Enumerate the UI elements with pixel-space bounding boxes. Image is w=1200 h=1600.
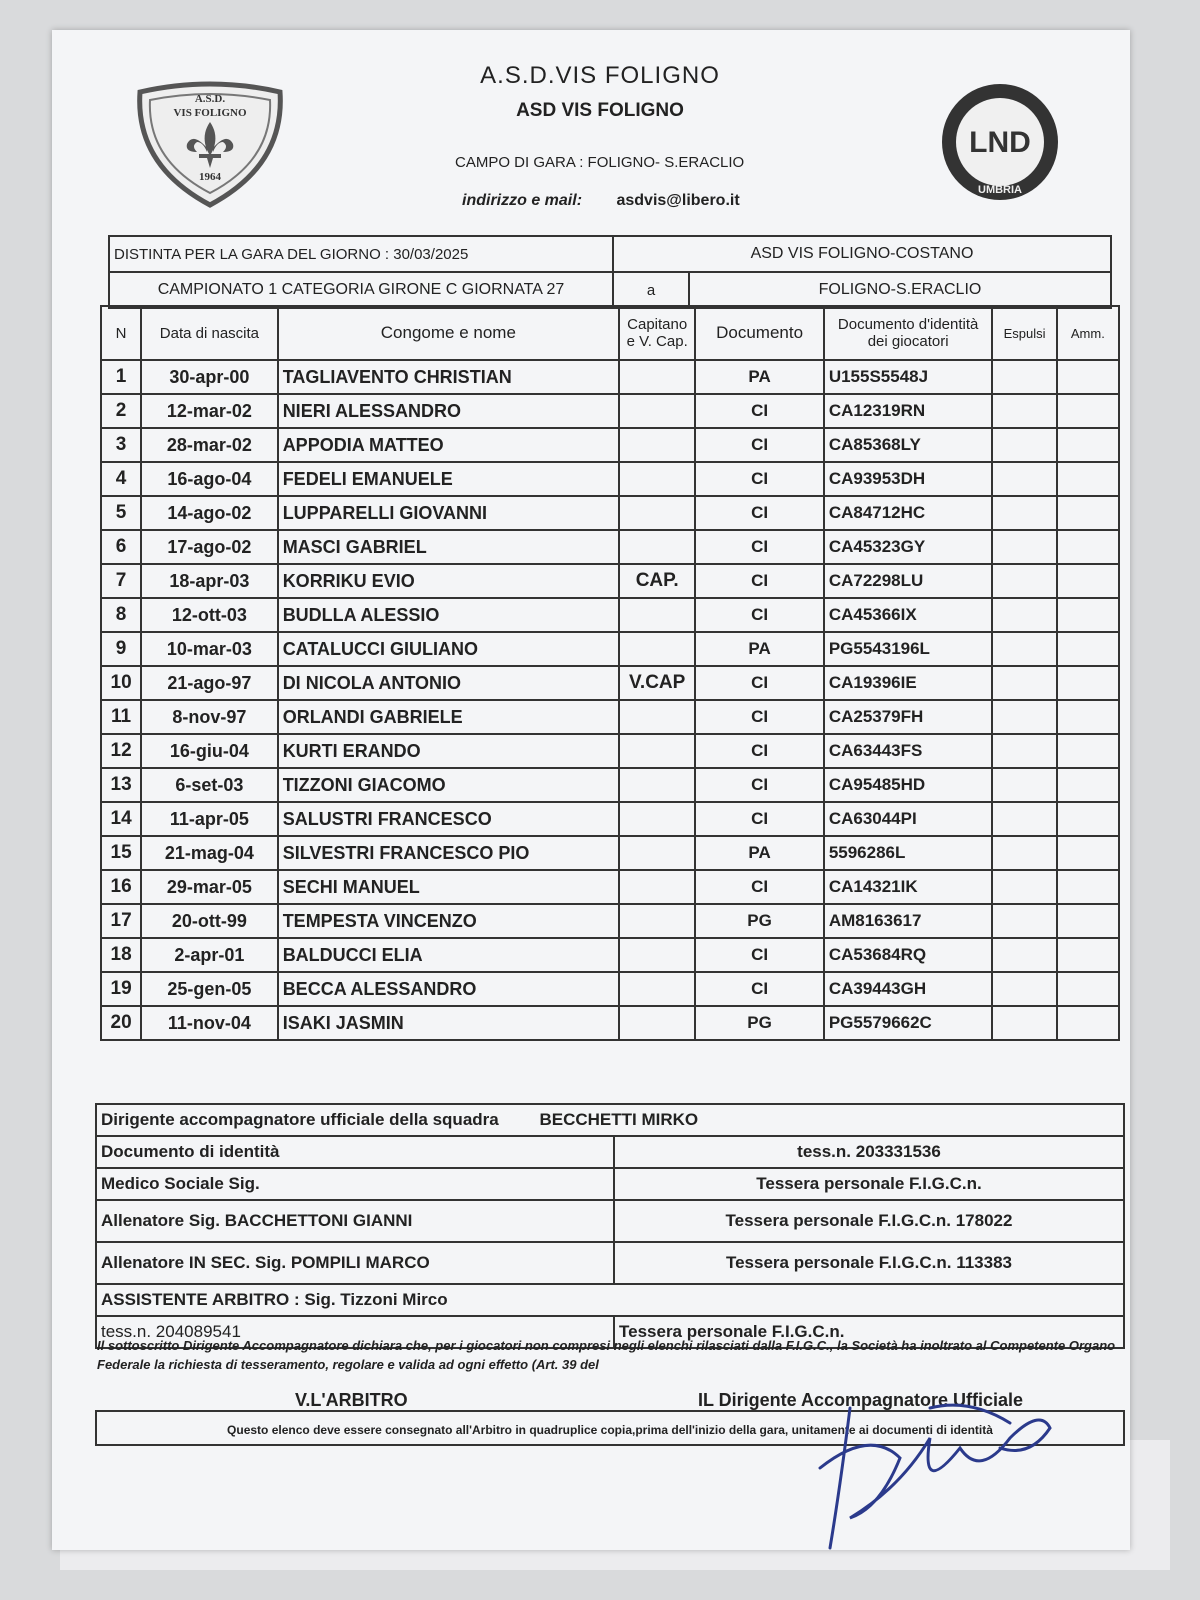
player-name-cell: FEDELI EMANUELE (278, 462, 619, 496)
player-exp-cell (992, 700, 1056, 734)
player-cap-cell: CAP. (619, 564, 695, 598)
arbitro-label: V.L'ARBITRO (295, 1390, 408, 1410)
player-docid-cell: CA95485HD (824, 768, 993, 802)
campo-value: FOLIGNO- S.ERACLIO (587, 154, 745, 171)
player-amm-cell (1057, 700, 1119, 734)
player-docid-cell: CA45323GY (824, 530, 993, 564)
player-amm-cell (1057, 836, 1119, 870)
logo-vis-foligno-text: VIS FOLIGNO (173, 107, 247, 119)
player-name-cell: TIZZONI GIACOMO (278, 768, 619, 802)
player-doc-cell: CI (695, 462, 824, 496)
player-num-cell: 8 (101, 598, 141, 632)
col-n: N (101, 306, 141, 360)
player-doc-cell: PA (695, 632, 824, 666)
player-num-cell: 10 (101, 666, 141, 700)
player-dob-cell: 16-ago-04 (141, 462, 278, 496)
player-num-cell: 9 (101, 632, 141, 666)
logo-asd-text: A.S.D. (194, 93, 226, 105)
player-doc-cell: CI (695, 666, 824, 700)
club-title: A.S.D.VIS FOLIGNO (480, 62, 720, 89)
player-doc-cell: CI (695, 496, 824, 530)
col-cap: Capitano e V. Cap. (619, 306, 695, 360)
player-docid-cell: CA63443FS (824, 734, 993, 768)
player-cap-cell (619, 1006, 695, 1040)
player-dob-cell: 11-apr-05 (141, 802, 278, 836)
player-exp-cell (992, 870, 1056, 904)
handwritten-signature (810, 1368, 1090, 1568)
player-dob-cell: 21-mag-04 (141, 836, 278, 870)
player-dob-cell: 21-ago-97 (141, 666, 278, 700)
player-row (101, 700, 1119, 734)
assistente-label: ASSISTENTE ARBITRO : Sig. Tizzoni Mirco (96, 1284, 1124, 1316)
player-row (101, 836, 1119, 870)
player-docid-cell: CA72298LU (824, 564, 993, 598)
player-name-cell: BUDLLA ALESSIO (278, 598, 619, 632)
notice-text: Questo elenco deve essere consegnato all'Arbitro in quadruplice copia,prima dell'inizio della gara, unitamente ai documenti di identità (95, 1410, 1125, 1446)
player-amm-cell (1057, 632, 1119, 666)
email-line (462, 192, 740, 210)
logo-lnd-text: LND (969, 126, 1031, 159)
player-docid-cell: CA45366IX (824, 598, 993, 632)
dirigente-name: BECCHETTI MIRKO (539, 1110, 699, 1129)
player-num-cell: 16 (101, 870, 141, 904)
teams-cell: ASD VIS FOLIGNO-COSTANO (613, 236, 1111, 272)
player-num-cell: 2 (101, 394, 141, 428)
player-amm-cell (1057, 462, 1119, 496)
player-docid-cell: CA85368LY (824, 428, 993, 462)
player-doc-cell: PG (695, 904, 824, 938)
player-exp-cell (992, 428, 1056, 462)
dirigente-row (96, 1104, 1124, 1136)
player-amm-cell (1057, 496, 1119, 530)
player-num-cell: 12 (101, 734, 141, 768)
documento-value: tess.n. 203331536 (614, 1136, 1124, 1168)
player-exp-cell (992, 360, 1056, 394)
player-exp-cell (992, 598, 1056, 632)
player-row (101, 938, 1119, 972)
email-label: indirizzo e mail: (462, 192, 583, 209)
player-cap-cell (619, 462, 695, 496)
player-dob-cell: 30-apr-00 (141, 360, 278, 394)
player-name-cell: SALUSTRI FRANCESCO (278, 802, 619, 836)
player-cap-cell (619, 768, 695, 802)
player-num-cell: 5 (101, 496, 141, 530)
player-exp-cell (992, 938, 1056, 972)
documento-label: Documento di identità (96, 1136, 614, 1168)
player-cap-cell (619, 836, 695, 870)
player-name-cell: KORRIKU EVIO (278, 564, 619, 598)
player-name-cell: BECCA ALESSANDRO (278, 972, 619, 1006)
player-cap-cell (619, 802, 695, 836)
player-doc-cell: CI (695, 428, 824, 462)
player-name-cell: NIERI ALESSANDRO (278, 394, 619, 428)
player-name-cell: ORLANDI GABRIELE (278, 700, 619, 734)
player-amm-cell (1057, 598, 1119, 632)
player-doc-cell: PG (695, 1006, 824, 1040)
player-name-cell: ISAKI JASMIN (278, 1006, 619, 1040)
player-num-cell: 20 (101, 1006, 141, 1040)
player-num-cell: 15 (101, 836, 141, 870)
player-dob-cell: 20-ott-99 (141, 904, 278, 938)
player-docid-cell: AM8163617 (824, 904, 993, 938)
dirigente-label: Dirigente accompagnatore ufficiale della squadra (101, 1110, 499, 1129)
player-dob-cell: 10-mar-03 (141, 632, 278, 666)
player-amm-cell (1057, 802, 1119, 836)
medico-value: Tessera personale F.I.G.C.n. (614, 1168, 1124, 1200)
player-exp-cell (992, 972, 1056, 1006)
player-doc-cell: CI (695, 734, 824, 768)
player-dob-cell: 18-apr-03 (141, 564, 278, 598)
player-dob-cell: 12-mar-02 (141, 394, 278, 428)
player-cap-cell (619, 700, 695, 734)
player-name-cell: CATALUCCI GIULIANO (278, 632, 619, 666)
player-docid-cell: CA84712HC (824, 496, 993, 530)
player-name-cell: TEMPESTA VINCENZO (278, 904, 619, 938)
player-name-cell: TAGLIAVENTO CHRISTIAN (278, 360, 619, 394)
player-num-cell: 17 (101, 904, 141, 938)
player-num-cell: 6 (101, 530, 141, 564)
player-row (101, 870, 1119, 904)
player-cap-cell (619, 632, 695, 666)
player-cap-cell (619, 972, 695, 1006)
player-doc-cell: CI (695, 802, 824, 836)
player-amm-cell (1057, 1006, 1119, 1040)
player-amm-cell (1057, 666, 1119, 700)
player-cap-cell (619, 938, 695, 972)
col-dob: Data di nascita (141, 306, 278, 360)
email-value: asdvis@libero.it (616, 192, 740, 209)
player-cap-cell (619, 598, 695, 632)
player-amm-cell (1057, 394, 1119, 428)
player-row (101, 1006, 1119, 1040)
player-row (101, 360, 1119, 394)
players-header-row (101, 306, 1119, 360)
player-name-cell: SILVESTRI FRANCESCO PIO (278, 836, 619, 870)
player-num-cell: 13 (101, 768, 141, 802)
player-exp-cell (992, 632, 1056, 666)
player-doc-cell: PA (695, 360, 824, 394)
player-num-cell: 14 (101, 802, 141, 836)
player-docid-cell: CA19396IE (824, 666, 993, 700)
player-doc-cell: CI (695, 870, 824, 904)
player-amm-cell (1057, 564, 1119, 598)
player-row (101, 666, 1119, 700)
player-amm-cell (1057, 530, 1119, 564)
player-doc-cell: CI (695, 768, 824, 802)
player-cap-cell: V.CAP (619, 666, 695, 700)
player-name-cell: LUPPARELLI GIOVANNI (278, 496, 619, 530)
player-row (101, 904, 1119, 938)
player-docid-cell: U155S5548J (824, 360, 993, 394)
player-dob-cell: 12-ott-03 (141, 598, 278, 632)
player-row (101, 598, 1119, 632)
player-doc-cell: CI (695, 700, 824, 734)
player-exp-cell (992, 394, 1056, 428)
player-docid-cell: 5596286L (824, 836, 993, 870)
player-name-cell: APPODIA MATTEO (278, 428, 619, 462)
players-table (100, 305, 1120, 1041)
player-num-cell: 19 (101, 972, 141, 1006)
player-cap-cell (619, 496, 695, 530)
player-num-cell: 18 (101, 938, 141, 972)
player-cap-cell (619, 394, 695, 428)
col-docid: Documento d'identità dei giocatori (824, 306, 993, 360)
player-amm-cell (1057, 768, 1119, 802)
player-name-cell: KURTI ERANDO (278, 734, 619, 768)
player-docid-cell: CA63044PI (824, 802, 993, 836)
staff-table (95, 1103, 1125, 1349)
player-row (101, 972, 1119, 1006)
player-num-cell: 11 (101, 700, 141, 734)
player-docid-cell: CA14321IK (824, 870, 993, 904)
player-docid-cell: CA93953DH (824, 462, 993, 496)
a-cell: a (613, 272, 689, 308)
col-doc: Documento (695, 306, 824, 360)
player-row (101, 632, 1119, 666)
player-dob-cell: 25-gen-05 (141, 972, 278, 1006)
player-num-cell: 7 (101, 564, 141, 598)
player-amm-cell (1057, 904, 1119, 938)
championship-cell: CAMPIONATO 1 CATEGORIA GIRONE C GIORNATA 27 (109, 272, 613, 308)
allenatore-value: Tessera personale F.I.G.C.n. 178022 (614, 1200, 1124, 1242)
player-row (101, 530, 1119, 564)
venue-cell: FOLIGNO-S.ERACLIO (689, 272, 1111, 308)
player-doc-cell: CI (695, 598, 824, 632)
declaration-text: Il sottoscritto Dirigente Accompagnatore dichiara che, per i giocatori non compresi negli elenchi rilasciati dalla F.I.G.C., la Società ha inoltrato al Competente Organo Federale la richiesta di tesseramento, regolare e valida ad ogni effetto (Art. 39 del (97, 1338, 1116, 1372)
player-exp-cell (992, 1006, 1056, 1040)
assistente-value: Tessera personale F.I.G.C.n. (614, 1316, 1124, 1348)
player-name-cell: SECHI MANUEL (278, 870, 619, 904)
player-dob-cell: 2-apr-01 (141, 938, 278, 972)
player-exp-cell (992, 462, 1056, 496)
player-cap-cell (619, 530, 695, 564)
player-cap-cell (619, 428, 695, 462)
allenatore2-label: Allenatore IN SEC. Sig. POMPILI MARCO (96, 1242, 614, 1284)
player-amm-cell (1057, 360, 1119, 394)
player-num-cell: 1 (101, 360, 141, 394)
player-name-cell: DI NICOLA ANTONIO (278, 666, 619, 700)
player-doc-cell: CI (695, 564, 824, 598)
player-docid-cell: PG5543196L (824, 632, 993, 666)
player-exp-cell (992, 564, 1056, 598)
club-subtitle: ASD VIS FOLIGNO (516, 100, 684, 121)
player-amm-cell (1057, 734, 1119, 768)
player-name-cell: BALDUCCI ELIA (278, 938, 619, 972)
col-name: Congome e nome (278, 306, 619, 360)
player-exp-cell (992, 768, 1056, 802)
player-row (101, 394, 1119, 428)
match-info-table (108, 235, 1112, 309)
player-exp-cell (992, 802, 1056, 836)
player-dob-cell: 8-nov-97 (141, 700, 278, 734)
player-row (101, 564, 1119, 598)
col-espulsi: Espulsi (992, 306, 1056, 360)
campo-gara (455, 154, 744, 171)
player-doc-cell: CI (695, 972, 824, 1006)
player-exp-cell (992, 734, 1056, 768)
player-amm-cell (1057, 870, 1119, 904)
player-docid-cell: CA39443GH (824, 972, 993, 1006)
player-exp-cell (992, 666, 1056, 700)
player-row (101, 734, 1119, 768)
logo-year-text: 1964 (199, 171, 221, 183)
player-exp-cell (992, 530, 1056, 564)
player-exp-cell (992, 904, 1056, 938)
player-doc-cell: CI (695, 394, 824, 428)
player-cap-cell (619, 904, 695, 938)
player-name-cell: MASCI GABRIEL (278, 530, 619, 564)
player-docid-cell: CA53684RQ (824, 938, 993, 972)
allenatore2-value: Tessera personale F.I.G.C.n. 113383 (614, 1242, 1124, 1284)
player-dob-cell: 11-nov-04 (141, 1006, 278, 1040)
player-docid-cell: CA12319RN (824, 394, 993, 428)
player-num-cell: 4 (101, 462, 141, 496)
player-amm-cell (1057, 428, 1119, 462)
assistente-tess: tess.n. 204089541 (96, 1316, 614, 1348)
player-exp-cell (992, 496, 1056, 530)
distinta-cell: DISTINTA PER LA GARA DEL GIORNO : 30/03/2025 (109, 236, 613, 272)
dirigente-sign-label: IL Dirigente Accompagnatore Ufficiale (698, 1390, 1024, 1410)
player-amm-cell (1057, 972, 1119, 1006)
player-row (101, 768, 1119, 802)
lnd-umbria-logo (938, 80, 1063, 205)
campo-label: CAMPO DI GARA : (455, 154, 584, 171)
allenatore-label: Allenatore Sig. BACCHETTONI GIANNI (96, 1200, 614, 1242)
player-doc-cell: CI (695, 938, 824, 972)
col-amm: Amm. (1057, 306, 1119, 360)
player-num-cell: 3 (101, 428, 141, 462)
player-doc-cell: PA (695, 836, 824, 870)
player-row (101, 462, 1119, 496)
player-doc-cell: CI (695, 530, 824, 564)
player-dob-cell: 29-mar-05 (141, 870, 278, 904)
player-dob-cell: 6-set-03 (141, 768, 278, 802)
player-dob-cell: 28-mar-02 (141, 428, 278, 462)
player-row (101, 428, 1119, 462)
player-dob-cell: 17-ago-02 (141, 530, 278, 564)
player-cap-cell (619, 734, 695, 768)
player-docid-cell: PG5579662C (824, 1006, 993, 1040)
player-cap-cell (619, 360, 695, 394)
player-cap-cell (619, 870, 695, 904)
player-dob-cell: 14-ago-02 (141, 496, 278, 530)
medico-label: Medico Sociale Sig. (96, 1168, 614, 1200)
player-amm-cell (1057, 938, 1119, 972)
player-docid-cell: CA25379FH (824, 700, 993, 734)
player-row (101, 496, 1119, 530)
player-dob-cell: 16-giu-04 (141, 734, 278, 768)
player-exp-cell (992, 836, 1056, 870)
logo-umbria-text: UMBRIA (978, 184, 1022, 196)
player-row (101, 802, 1119, 836)
